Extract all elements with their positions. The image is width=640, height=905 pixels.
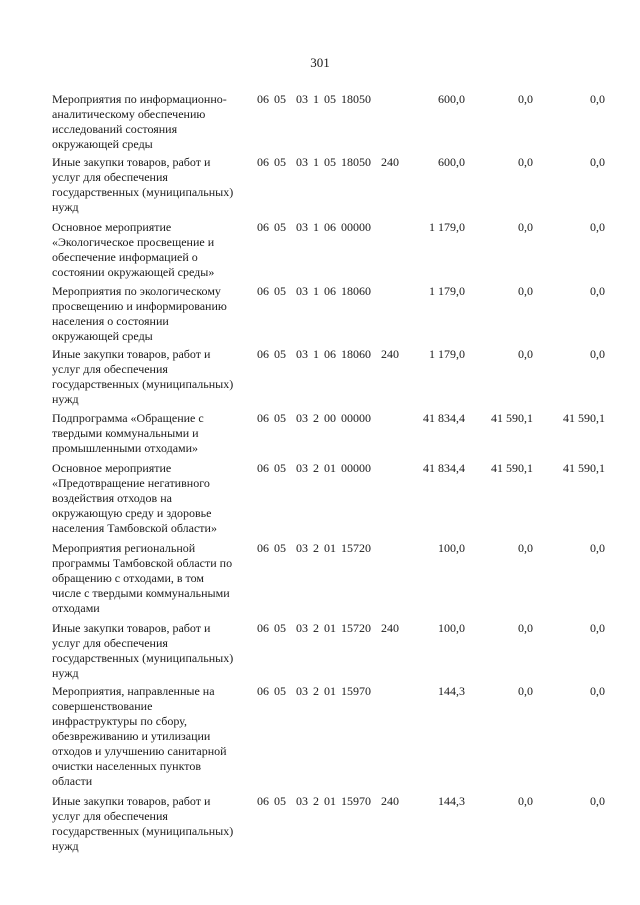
row-value-3: 0,0 [590, 794, 605, 808]
row-value-2: 0,0 [518, 92, 533, 106]
row-value-2: 0,0 [518, 155, 533, 169]
row-code: 06 05 03 1 06 18060 [257, 284, 371, 298]
row-name: Мероприятия по экологическому просвещению и информированию населения о состоянии окружающей среды [52, 284, 227, 343]
row-value-3: 0,0 [590, 284, 605, 298]
row-value-3: 0,0 [590, 92, 605, 106]
row-name: Мероприятия по информационно- аналитическому обеспечению исследований состояния окружающей среды [52, 92, 227, 151]
row-value-1: 100,0 [438, 621, 465, 635]
row-code: 06 05 03 2 00 00000 [257, 411, 371, 425]
row-value-3: 41 590,1 [563, 461, 605, 475]
row-value-3: 0,0 [590, 155, 605, 169]
row-value-2: 0,0 [518, 541, 533, 555]
row-code: 06 05 03 2 01 15970 240 [257, 794, 399, 808]
row-value-3: 0,0 [590, 220, 605, 234]
row-code: 06 05 03 1 05 18050 240 [257, 155, 399, 169]
row-value-2: 0,0 [518, 347, 533, 361]
row-value-2: 41 590,1 [491, 411, 533, 425]
row-code: 06 05 03 2 01 15720 240 [257, 621, 399, 635]
row-name: Основное мероприятие «Предотвращение негативного воздействия отходов на окружающую среду и здоровье населения Тамбовской области» [52, 461, 217, 535]
row-code: 06 05 03 1 06 18060 240 [257, 347, 399, 361]
row-code: 06 05 03 2 01 15970 [257, 684, 371, 698]
row-value-2: 0,0 [518, 621, 533, 635]
row-value-1: 144,3 [438, 794, 465, 808]
row-value-2: 0,0 [518, 220, 533, 234]
row-name: Иные закупки товаров, работ и услуг для обеспечения государственных (муниципальных) нужд [52, 794, 234, 853]
row-value-2: 0,0 [518, 794, 533, 808]
row-value-3: 0,0 [590, 621, 605, 635]
row-value-3: 0,0 [590, 541, 605, 555]
row-code: 06 05 03 1 05 18050 [257, 92, 371, 106]
row-value-1: 1 179,0 [429, 220, 465, 234]
row-value-3: 41 590,1 [563, 411, 605, 425]
row-value-3: 0,0 [590, 684, 605, 698]
page-number: 301 [310, 55, 330, 70]
row-name: Мероприятия региональной программы Тамбовской области по обращению с отходами, в том числе с твердыми коммунальными отходами [52, 541, 233, 615]
row-name: Иные закупки товаров, работ и услуг для обеспечения государственных (муниципальных) нужд [52, 155, 234, 214]
row-value-2: 41 590,1 [491, 461, 533, 475]
row-name: Иные закупки товаров, работ и услуг для обеспечения государственных (муниципальных) нужд [52, 347, 234, 406]
row-value-1: 144,3 [438, 684, 465, 698]
row-value-1: 41 834,4 [423, 461, 465, 475]
row-code: 06 05 03 2 01 15720 [257, 541, 371, 555]
row-name: Основное мероприятие «Экологическое просвещение и обеспечение информацией о состоянии окружающей среды» [52, 220, 215, 279]
row-value-3: 0,0 [590, 347, 605, 361]
row-code: 06 05 03 1 06 00000 [257, 220, 371, 234]
row-name: Подпрограмма «Обращение с твердыми коммунальными и промышленными отходами» [52, 411, 204, 455]
row-value-2: 0,0 [518, 284, 533, 298]
row-value-2: 0,0 [518, 684, 533, 698]
row-code: 06 05 03 2 01 00000 [257, 461, 371, 475]
row-value-1: 1 179,0 [429, 284, 465, 298]
row-value-1: 100,0 [438, 541, 465, 555]
row-value-1: 1 179,0 [429, 347, 465, 361]
row-value-1: 41 834,4 [423, 411, 465, 425]
row-value-1: 600,0 [438, 92, 465, 106]
row-value-1: 600,0 [438, 155, 465, 169]
row-name: Мероприятия, направленные на совершенствование инфраструктуры по сбору, обезвреживанию и утилизации отходов и улучшению санитарной очистки населенных пунктов области [52, 684, 227, 788]
row-name: Иные закупки товаров, работ и услуг для обеспечения государственных (муниципальных) нужд [52, 621, 234, 680]
